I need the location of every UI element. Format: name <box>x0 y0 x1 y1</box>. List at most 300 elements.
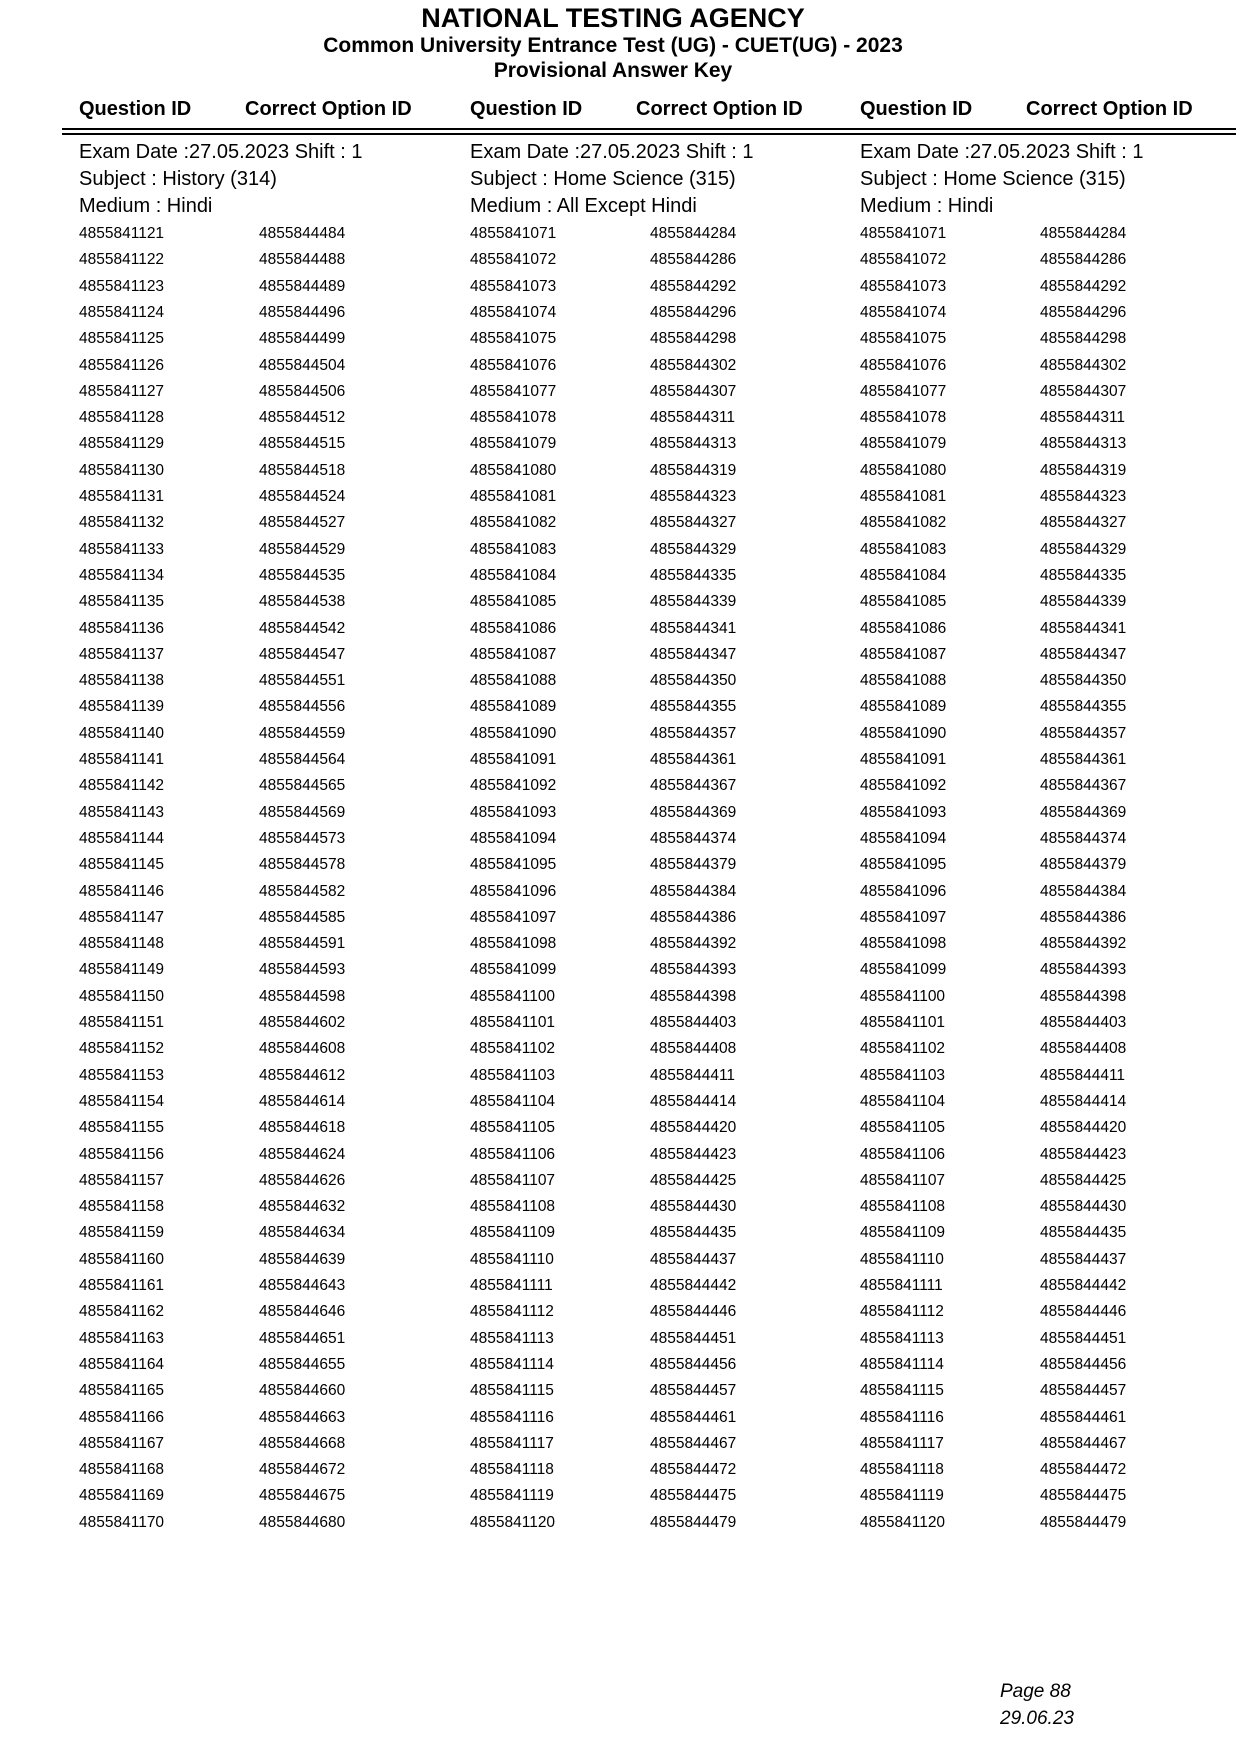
correct-option-id: 4855844319 <box>1040 461 1127 479</box>
correct-option-id: 4855844420 <box>650 1119 737 1137</box>
table-row <box>860 409 1220 435</box>
question-id: 4855841074 <box>470 303 557 321</box>
question-id: 4855841115 <box>470 1382 554 1400</box>
subject-line: Subject : History (314) <box>79 168 277 190</box>
correct-option-id: 4855844307 <box>1040 382 1127 400</box>
correct-option-id: 4855844361 <box>1040 751 1127 768</box>
correct-option-id: 4855844672 <box>259 1461 346 1479</box>
question-id: 4855841085 <box>470 593 557 611</box>
correct-option-id: 4855844411 <box>650 1066 736 1084</box>
question-id: 4855841081 <box>470 488 557 505</box>
question-id: 4855841098 <box>470 935 557 953</box>
correct-option-id: 4855844612 <box>259 1066 346 1084</box>
table-row <box>860 304 1220 330</box>
table-row <box>860 1356 1220 1382</box>
correct-option-id: 4855844355 <box>650 698 737 716</box>
table-row <box>470 409 830 435</box>
table-row <box>470 593 830 619</box>
correct-option-id: 4855844479 <box>1040 1513 1127 1531</box>
question-id: 4855841169 <box>79 1487 165 1505</box>
correct-option-id: 4855844386 <box>650 908 737 926</box>
question-id: 4855841096 <box>470 882 557 900</box>
question-id: 4855841150 <box>79 987 165 1005</box>
correct-option-id: 4855844319 <box>650 461 737 479</box>
correct-option-id: 4855844414 <box>1040 1092 1127 1110</box>
question-id: 4855841097 <box>470 908 557 926</box>
question-id: 4855841089 <box>470 698 557 716</box>
correct-option-id: 4855844646 <box>259 1303 346 1321</box>
table-row <box>860 1172 1220 1198</box>
correct-option-id: 4855844361 <box>650 751 737 768</box>
table-row <box>470 1224 830 1250</box>
correct-option-id: 4855844357 <box>650 724 737 742</box>
document-subtitle: Common University Entrance Test (UG) - CUET(UG) - 2023 <box>323 34 903 57</box>
correct-option-id: 4855844457 <box>650 1382 737 1400</box>
correct-option-id: 4855844435 <box>650 1224 737 1242</box>
question-id: 4855841157 <box>79 1171 165 1189</box>
correct-option-id: 4855844329 <box>650 540 737 558</box>
question-id: 4855841106 <box>470 1145 556 1163</box>
question-id: 4855841090 <box>860 724 947 742</box>
table-row <box>79 1356 439 1382</box>
question-id: 4855841096 <box>860 882 947 900</box>
correct-option-id: 4855844442 <box>1040 1277 1127 1294</box>
table-row <box>470 1409 830 1435</box>
table-row <box>79 1198 439 1224</box>
question-id: 4855841135 <box>79 593 165 611</box>
table-row <box>860 961 1220 987</box>
question-id: 4855841076 <box>860 356 947 374</box>
correct-option-id: 4855844414 <box>650 1092 737 1110</box>
question-id: 4855841105 <box>470 1119 556 1137</box>
question-id: 4855841100 <box>470 987 556 1005</box>
table-row <box>470 251 830 277</box>
correct-option-id: 4855844538 <box>259 593 346 611</box>
table-row <box>470 514 830 540</box>
question-id: 4855841082 <box>470 514 557 532</box>
question-id: 4855841144 <box>79 829 165 847</box>
column-header-correct-option-id: Correct Option ID <box>1026 98 1193 120</box>
question-id: 4855841130 <box>79 461 165 479</box>
question-id: 4855841121 <box>79 225 165 242</box>
question-id: 4855841114 <box>860 1355 944 1373</box>
correct-option-id: 4855844499 <box>259 330 346 348</box>
table-row <box>860 1382 1220 1408</box>
correct-option-id: 4855844423 <box>650 1145 737 1163</box>
correct-option-id: 4855844341 <box>650 619 737 637</box>
medium-line: Medium : Hindi <box>860 195 994 217</box>
question-id: 4855841120 <box>470 1513 556 1531</box>
question-id: 4855841116 <box>860 1408 944 1426</box>
table-row <box>79 1330 439 1356</box>
correct-option-id: 4855844551 <box>259 672 346 690</box>
correct-option-id: 4855844488 <box>259 251 346 269</box>
question-id: 4855841124 <box>79 303 165 321</box>
table-row <box>79 777 439 803</box>
table-row <box>470 883 830 909</box>
correct-option-id: 4855844425 <box>650 1171 737 1189</box>
question-id: 4855841117 <box>860 1434 944 1452</box>
correct-option-id: 4855844302 <box>650 356 737 374</box>
table-row <box>79 751 439 777</box>
correct-option-id: 4855844556 <box>259 698 346 716</box>
table-row <box>79 1067 439 1093</box>
column-header-question-id: Question ID <box>79 98 192 120</box>
table-row <box>79 988 439 1014</box>
table-row <box>470 330 830 356</box>
table-row <box>79 1119 439 1145</box>
table-row <box>860 751 1220 777</box>
table-row <box>79 620 439 646</box>
question-id: 4855841080 <box>470 461 557 479</box>
question-id: 4855841142 <box>79 777 165 795</box>
question-id: 4855841080 <box>860 461 947 479</box>
table-row <box>470 1330 830 1356</box>
question-id: 4855841128 <box>79 409 165 427</box>
question-id: 4855841077 <box>470 382 557 400</box>
medium-line: Medium : Hindi <box>79 195 213 217</box>
question-id: 4855841161 <box>79 1277 165 1294</box>
question-id: 4855841147 <box>79 908 165 926</box>
correct-option-id: 4855844374 <box>650 829 737 847</box>
table-row <box>860 488 1220 514</box>
correct-option-id: 4855844347 <box>650 645 737 663</box>
exam-date-shift: Exam Date :27.05.2023 Shift : 1 <box>470 141 754 163</box>
correct-option-id: 4855844327 <box>1040 514 1127 532</box>
table-row <box>860 1067 1220 1093</box>
question-id: 4855841081 <box>860 488 947 505</box>
question-id: 4855841119 <box>860 1487 944 1505</box>
question-id: 4855841073 <box>860 277 947 295</box>
question-id: 4855841079 <box>860 435 947 453</box>
question-id: 4855841119 <box>470 1487 554 1505</box>
question-id: 4855841101 <box>860 1014 946 1031</box>
correct-option-id: 4855844515 <box>259 435 346 453</box>
question-id: 4855841078 <box>860 409 947 427</box>
table-row <box>470 1198 830 1224</box>
table-row <box>470 909 830 935</box>
correct-option-id: 4855844311 <box>1040 409 1126 427</box>
correct-option-id: 4855844327 <box>650 514 737 532</box>
table-row <box>470 1277 830 1303</box>
question-id: 4855841148 <box>79 935 165 953</box>
question-id: 4855841102 <box>470 1040 556 1058</box>
table-row <box>860 1303 1220 1329</box>
correct-option-id: 4855844367 <box>650 777 737 795</box>
correct-option-id: 4855844379 <box>650 856 737 874</box>
correct-option-id: 4855844420 <box>1040 1119 1127 1137</box>
table-row <box>860 514 1220 540</box>
question-id: 4855841113 <box>860 1329 944 1347</box>
table-row <box>79 830 439 856</box>
table-row <box>860 1014 1220 1040</box>
table-row <box>860 330 1220 356</box>
correct-option-id: 4855844347 <box>1040 645 1127 663</box>
question-id: 4855841115 <box>860 1382 944 1400</box>
correct-option-id: 4855844461 <box>650 1408 737 1426</box>
correct-option-id: 4855844350 <box>650 672 737 690</box>
correct-option-id: 4855844437 <box>650 1250 737 1268</box>
question-id: 4855841092 <box>860 777 947 795</box>
correct-option-id: 4855844298 <box>1040 330 1127 348</box>
table-row <box>860 620 1220 646</box>
correct-option-id: 4855844307 <box>650 382 737 400</box>
question-id: 4855841145 <box>79 856 165 874</box>
table-row <box>470 435 830 461</box>
table-row <box>470 620 830 646</box>
question-id: 4855841091 <box>860 751 947 768</box>
correct-option-id: 4855844559 <box>259 724 346 742</box>
correct-option-id: 4855844296 <box>1040 303 1127 321</box>
question-id: 4855841104 <box>470 1092 556 1110</box>
correct-option-id: 4855844643 <box>259 1277 346 1294</box>
table-row <box>79 1487 439 1513</box>
table-row <box>79 646 439 672</box>
correct-option-id: 4855844298 <box>650 330 737 348</box>
correct-option-id: 4855844535 <box>259 566 346 584</box>
table-row <box>79 225 439 251</box>
question-id: 4855841139 <box>79 698 165 716</box>
correct-option-id: 4855844602 <box>259 1014 346 1031</box>
column-header-question-id: Question ID <box>470 98 583 120</box>
question-id: 4855841122 <box>79 251 165 269</box>
table-row <box>860 672 1220 698</box>
table-row <box>860 567 1220 593</box>
table-row <box>860 804 1220 830</box>
correct-option-id: 4855844634 <box>259 1224 346 1242</box>
question-id: 4855841105 <box>860 1119 946 1137</box>
correct-option-id: 4855844496 <box>259 303 346 321</box>
table-row <box>470 1461 830 1487</box>
correct-option-id: 4855844456 <box>1040 1355 1127 1373</box>
correct-option-id: 4855844374 <box>1040 829 1127 847</box>
document-type: Provisional Answer Key <box>493 59 733 82</box>
question-id: 4855841134 <box>79 566 165 584</box>
table-row <box>470 1487 830 1513</box>
table-row <box>470 988 830 1014</box>
correct-option-id: 4855844442 <box>650 1277 737 1294</box>
correct-option-id: 4855844547 <box>259 645 346 663</box>
table-row <box>470 383 830 409</box>
question-id: 4855841093 <box>860 803 947 821</box>
question-id: 4855841110 <box>860 1250 944 1268</box>
question-id: 4855841165 <box>79 1382 165 1400</box>
table-row <box>470 278 830 304</box>
table-row <box>860 988 1220 1014</box>
table-row <box>79 1435 439 1461</box>
table-row <box>470 751 830 777</box>
table-row <box>79 698 439 724</box>
question-id: 4855841082 <box>860 514 947 532</box>
correct-option-id: 4855844367 <box>1040 777 1127 795</box>
table-row <box>470 1146 830 1172</box>
table-row <box>860 251 1220 277</box>
correct-option-id: 4855844411 <box>1040 1066 1126 1084</box>
correct-option-id: 4855844626 <box>259 1171 346 1189</box>
correct-option-id: 4855844542 <box>259 619 346 637</box>
correct-option-id: 4855844660 <box>259 1382 346 1400</box>
table-row <box>860 1251 1220 1277</box>
table-row <box>79 935 439 961</box>
question-id: 4855841118 <box>860 1461 944 1479</box>
correct-option-id: 4855844384 <box>650 882 737 900</box>
correct-option-id: 4855844403 <box>650 1014 737 1031</box>
correct-option-id: 4855844668 <box>259 1434 346 1452</box>
correct-option-id: 4855844624 <box>259 1145 346 1163</box>
question-id: 4855841140 <box>79 724 165 742</box>
correct-option-id: 4855844355 <box>1040 698 1127 716</box>
correct-option-id: 4855844527 <box>259 514 346 532</box>
correct-option-id: 4855844504 <box>259 356 346 374</box>
question-id: 4855841110 <box>470 1250 554 1268</box>
correct-option-id: 4855844472 <box>1040 1461 1127 1479</box>
table-row <box>79 1040 439 1066</box>
table-row <box>79 567 439 593</box>
document-title: NATIONAL TESTING AGENCY <box>421 3 805 33</box>
question-id: 4855841085 <box>860 593 947 611</box>
correct-option-id: 4855844506 <box>259 382 346 400</box>
correct-option-id: 4855844392 <box>650 935 737 953</box>
question-id: 4855841129 <box>79 435 165 453</box>
question-id: 4855841126 <box>79 356 165 374</box>
question-id: 4855841071 <box>860 225 947 242</box>
correct-option-id: 4855844435 <box>1040 1224 1127 1242</box>
correct-option-id: 4855844618 <box>259 1119 346 1137</box>
question-id: 4855841141 <box>79 751 165 768</box>
table-row <box>470 357 830 383</box>
question-id: 4855841164 <box>79 1355 165 1373</box>
question-id: 4855841112 <box>860 1303 944 1321</box>
column-header-correct-option-id: Correct Option ID <box>636 98 803 120</box>
table-row <box>860 462 1220 488</box>
question-id: 4855841078 <box>470 409 557 427</box>
correct-option-id: 4855844451 <box>650 1329 737 1347</box>
table-row <box>79 1251 439 1277</box>
table-row <box>470 698 830 724</box>
table-row <box>470 804 830 830</box>
table-row <box>860 1119 1220 1145</box>
correct-option-id: 4855844512 <box>259 409 346 427</box>
column-header-correct-option-id: Correct Option ID <box>245 98 412 120</box>
table-row <box>79 383 439 409</box>
question-id: 4855841108 <box>860 1198 946 1216</box>
table-row <box>470 1251 830 1277</box>
table-row <box>79 1172 439 1198</box>
question-id: 4855841103 <box>860 1066 946 1084</box>
correct-option-id: 4855844313 <box>650 435 737 453</box>
correct-option-id: 4855844292 <box>650 277 737 295</box>
correct-option-id: 4855844311 <box>650 409 736 427</box>
table-row <box>860 725 1220 751</box>
correct-option-id: 4855844472 <box>650 1461 737 1479</box>
question-id: 4855841168 <box>79 1461 165 1479</box>
table-row <box>860 883 1220 909</box>
question-id: 4855841112 <box>470 1303 554 1321</box>
table-row <box>860 593 1220 619</box>
table-row <box>470 1303 830 1329</box>
correct-option-id: 4855844582 <box>259 882 346 900</box>
table-row <box>79 541 439 567</box>
question-id: 4855841103 <box>470 1066 556 1084</box>
table-row <box>470 1014 830 1040</box>
correct-option-id: 4855844384 <box>1040 882 1127 900</box>
question-id: 4855841136 <box>79 619 165 637</box>
correct-option-id: 4855844564 <box>259 751 346 768</box>
question-id: 4855841094 <box>860 829 947 847</box>
table-row <box>860 646 1220 672</box>
table-row <box>860 856 1220 882</box>
correct-option-id: 4855844313 <box>1040 435 1127 453</box>
correct-option-id: 4855844286 <box>1040 251 1127 269</box>
correct-option-id: 4855844392 <box>1040 935 1127 953</box>
table-row <box>860 1224 1220 1250</box>
question-id: 4855841072 <box>860 251 947 269</box>
correct-option-id: 4855844475 <box>1040 1487 1127 1505</box>
correct-option-id: 4855844403 <box>1040 1014 1127 1031</box>
question-id: 4855841114 <box>470 1355 554 1373</box>
table-row <box>470 935 830 961</box>
table-row <box>470 646 830 672</box>
correct-option-id: 4855844339 <box>650 593 737 611</box>
table-row <box>860 1277 1220 1303</box>
correct-option-id: 4855844593 <box>259 961 346 979</box>
question-id: 4855841099 <box>860 961 947 979</box>
question-id: 4855841146 <box>79 882 165 900</box>
table-row <box>470 462 830 488</box>
question-id: 4855841159 <box>79 1224 165 1242</box>
table-row <box>79 883 439 909</box>
table-row <box>860 1198 1220 1224</box>
question-id: 4855841117 <box>470 1434 554 1452</box>
table-row <box>860 1330 1220 1356</box>
table-row <box>860 278 1220 304</box>
question-id: 4855841111 <box>860 1277 943 1294</box>
table-row <box>470 1040 830 1066</box>
question-id: 4855841131 <box>79 488 165 505</box>
table-row <box>79 1224 439 1250</box>
correct-option-id: 4855844569 <box>259 803 346 821</box>
question-id: 4855841100 <box>860 987 946 1005</box>
correct-option-id: 4855844393 <box>650 961 737 979</box>
table-row <box>470 304 830 330</box>
question-id: 4855841095 <box>860 856 947 874</box>
question-id: 4855841118 <box>470 1461 554 1479</box>
question-id: 4855841083 <box>860 540 947 558</box>
table-row <box>79 1409 439 1435</box>
question-id: 4855841076 <box>470 356 557 374</box>
table-row <box>79 514 439 540</box>
question-id: 4855841116 <box>470 1408 554 1426</box>
question-id: 4855841084 <box>470 566 557 584</box>
table-row <box>79 1382 439 1408</box>
table-row <box>860 1409 1220 1435</box>
table-row <box>860 777 1220 803</box>
correct-option-id: 4855844379 <box>1040 856 1127 874</box>
question-id: 4855841091 <box>470 751 557 768</box>
table-row <box>860 909 1220 935</box>
table-row <box>79 804 439 830</box>
correct-option-id: 4855844608 <box>259 1040 346 1058</box>
question-id: 4855841149 <box>79 961 165 979</box>
question-id: 4855841123 <box>79 277 165 295</box>
table-row <box>860 383 1220 409</box>
table-row <box>79 672 439 698</box>
question-id: 4855841153 <box>79 1066 165 1084</box>
table-row <box>79 409 439 435</box>
table-row <box>79 1514 439 1540</box>
question-id: 4855841099 <box>470 961 557 979</box>
question-id: 4855841132 <box>79 514 165 532</box>
